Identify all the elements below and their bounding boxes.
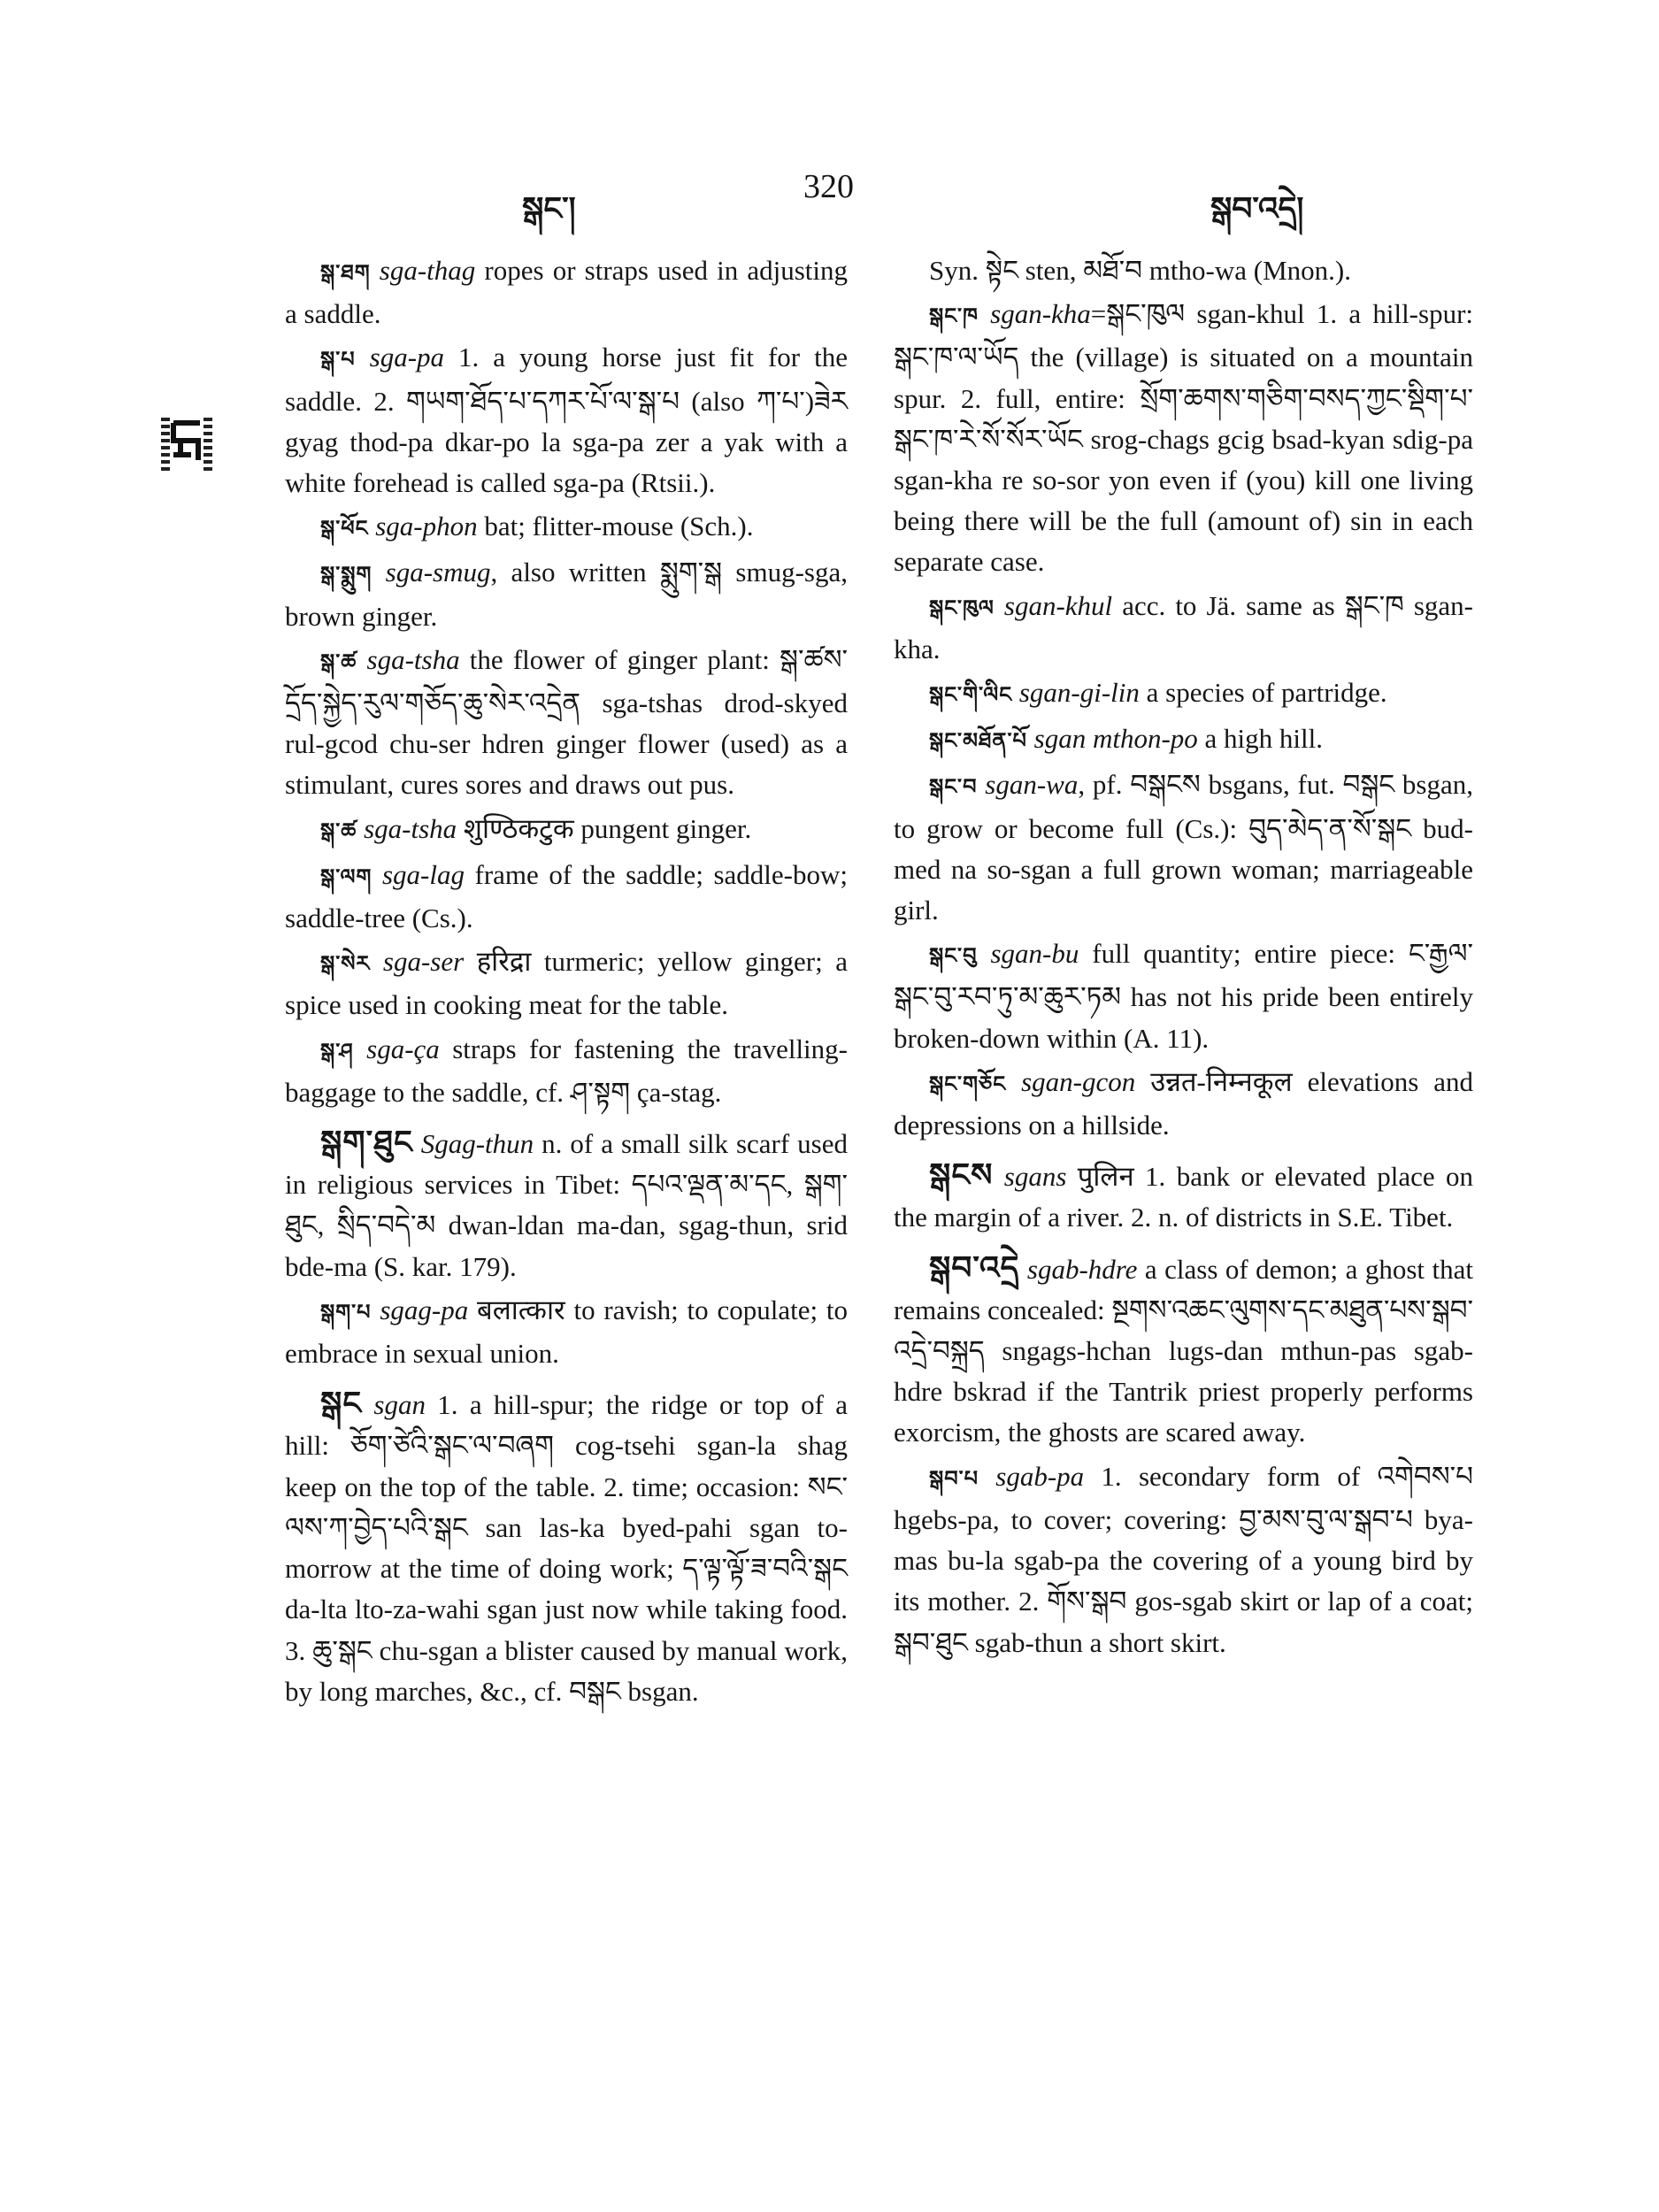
headword-tibetan: སྒ་ཕོང xyxy=(320,518,369,541)
entry-definition: हरिद्रा turmeric; yellow ginger; a spice used in cooking meat for the table. xyxy=(285,946,848,1021)
dictionary-entry xyxy=(285,941,848,1025)
headword-tibetan: སྒ་པ xyxy=(320,349,356,373)
entry-definition: frame of the saddle; saddle-bow; saddle-tree (Cs.). xyxy=(285,858,848,934)
headword-romanized: sga-phon xyxy=(375,511,478,542)
entry-definition: पुलिन 1. bank or elevated place on the margin of a river. 2. n. of districts in S.E. Tibet. xyxy=(894,1161,1473,1233)
entry-definition: acc. to Jä. same as སྒང་ཁ sgan-kha. xyxy=(894,589,1473,664)
headword-tibetan: སྒ་སེར xyxy=(320,953,371,977)
entry-definition: , pf. བསྒངས bsgans, fut. བསྒང bsgan, to grow or become full (Cs.): བུད་མེད་ན་སོ་སྒང bud-med na so-sgan a full grown woman; marriageable girl. xyxy=(894,769,1474,926)
headword-romanized: sga-lag xyxy=(381,858,465,890)
dictionary-entry xyxy=(894,1456,1473,1663)
headword-tibetan: སྒ་ཚ xyxy=(320,819,357,843)
entry-definition: ropes or straps used in adjusting a saddle. xyxy=(285,255,849,330)
synonym-text: Syn. སྟེང sten, མཐོ་བ mtho-wa (Mnon.). xyxy=(929,255,1351,286)
headword-tibetan: སྒ་སྨུག xyxy=(320,564,373,588)
dictionary-entry xyxy=(285,1290,848,1374)
dictionary-entry xyxy=(894,933,1473,1059)
entry-definition: 1. a young horse just fit for the saddle. 2. གཡག་ཐོད་པ་དཀར་པོ་ལ་སྒ་པ (also ཀ་པ་)ཟེར gyag thod-pa dkar-po la sga-pa zer a yak with a white forehead is called sga-pa (Rtsii.). xyxy=(285,342,849,499)
entry-definition: शुण्ठिकटुक pungent ginger. xyxy=(457,812,752,844)
headword-romanized: Sgag-thun xyxy=(420,1128,534,1160)
entry-definition: उन्नत-निम्नकूल elevations and depressions on a hillside. xyxy=(894,1065,1473,1141)
headword-romanized: sgan-gcon xyxy=(1021,1065,1136,1097)
dictionary-entry xyxy=(285,250,848,334)
headword-tibetan: སྒང xyxy=(320,1386,363,1422)
dictionary-entry xyxy=(894,586,1473,670)
dictionary-entry xyxy=(285,1122,848,1287)
headword-romanized: sga-pa xyxy=(369,342,445,373)
headword-romanized: sga-ser xyxy=(382,946,465,978)
entry-definition: 1. secondary form of འགེབས་པ hgebs-pa, to cover; covering: བྱ་མས་བུ་ལ་སྒབ་པ bya-mas bu-la sgab-pa the covering of a young bird by its mother. 2. གོས་སྒབ gos-sgab skirt or lap of a coat; སྒབ་ཐུང sgab-thun a short skirt. xyxy=(894,1460,1474,1658)
synonym-line xyxy=(894,250,1473,291)
header-left-word: སྒང་། xyxy=(522,190,576,227)
dictionary-entry xyxy=(894,1155,1473,1238)
dictionary-entry xyxy=(285,337,848,503)
headword-tibetan: སྒ་ལག xyxy=(320,865,373,889)
entry-definition: , also written སྨུག་སྒ smug-sga, brown ginger. xyxy=(285,557,848,632)
headword-romanized: sgab-hdre xyxy=(1026,1253,1138,1285)
headword-tibetan: སྒབ་འདྲེ xyxy=(929,1249,1020,1286)
entry-definition: a species of partridge. xyxy=(1139,677,1387,709)
dictionary-entry xyxy=(894,718,1473,762)
headword-tibetan: སྒང་གཅོང xyxy=(929,1072,1007,1096)
headword-tibetan: སྒ་ཤ xyxy=(320,1040,354,1064)
running-header xyxy=(0,168,1659,227)
dictionary-entry xyxy=(285,506,848,549)
headword-tibetan: སྒ་ཐག xyxy=(320,262,371,285)
entry-definition: a class of demon; a ghost that remains concealed: སྔགས་འཆང་ལུགས་དང་མཐུན་པས་སྒབ་འདྲེ་བསྐྲད sngags-hchan lugs-dan mthun-pas sgab-hdre bskrad if the Tantrik priest properly performs exorcism, the ghosts are scared away. xyxy=(894,1253,1474,1448)
headword-romanized: sgag-pa xyxy=(380,1294,469,1325)
entry-definition: बलात्कार to ravish; to copulate; to embrace in sexual union. xyxy=(285,1294,849,1370)
dictionary-entry xyxy=(894,1248,1473,1454)
headword-romanized: sgab-pa xyxy=(995,1460,1085,1492)
headword-romanized: sga-tsha xyxy=(364,812,457,844)
headword-romanized: sgans xyxy=(1003,1161,1067,1193)
dictionary-entry xyxy=(285,1383,848,1712)
headword-romanized: sgan xyxy=(373,1389,426,1421)
headword-romanized: sga-thag xyxy=(379,255,476,286)
headword-tibetan: སྒབ་པ xyxy=(929,1467,979,1491)
entry-definition: 1. a hill-spur; the ridge or top of a hill: ཅོག་ཙེའི་སྒང་ལ་བཞག cog-tsehi sgan-la shag keep on the top of the table. 2. time; occasion: སང་ལས་ཀ་བྱེད་པའི་སྒང san las-ka byed-pahi sgan to-morrow at the time of doing work; ད་ལྟ་ལྟོ་ཟ་བའི་སྒང da-lta lto-za-wahi sgan just now while taking food. 3. ཆུ་སྒང chu-sgan a blister caused by manual work, by long marches, &c., cf. བསྒང bsgan. xyxy=(285,1389,848,1707)
headword-tibetan: སྒངས xyxy=(929,1157,994,1194)
ga-section-thumb-icon xyxy=(159,416,214,478)
headword-tibetan: སྒང་ཁུལ xyxy=(929,596,995,620)
dictionary-entry xyxy=(285,1029,848,1113)
headword-romanized: sgan-kha xyxy=(990,298,1091,330)
page-number: 320 xyxy=(803,168,854,205)
headword-tibetan: སྒ་ཚ xyxy=(320,650,357,674)
dictionary-entry xyxy=(894,294,1473,582)
dictionary-entry xyxy=(285,640,848,806)
entry-definition: straps for fastening the travelling-baggage to the saddle, cf. ཤ་སྟག ça-stag. xyxy=(285,1033,848,1108)
dictionary-entry xyxy=(285,855,848,939)
right-column xyxy=(894,250,1473,1666)
headword-romanized: sgan mthon-po xyxy=(1033,723,1198,755)
header-right-word: སྒབ་འདྲེ། xyxy=(1210,190,1304,227)
headword-tibetan: སྒང་བུ xyxy=(929,945,978,969)
dictionary-entry xyxy=(285,552,848,636)
headword-romanized: sga-smug xyxy=(385,557,491,588)
left-column xyxy=(285,250,848,1715)
headword-tibetan: སྒང་མཐོན་པོ xyxy=(929,730,1027,754)
entry-definition: full quantity; entire piece: ང་རྒྱལ་སྒང་བུ་རབ་ཏུ་མ་ཆུར་ཏམ has not his pride been entirely broken-down within (A. 11). xyxy=(894,938,1473,1054)
headword-romanized: sga-tsha xyxy=(366,643,460,675)
entry-definition: =སྒང་ཁུལ sgan-khul 1. a hill-spur: སྒང་ཁ་ལ་ཡོད the (village) is situated on a mountain spur. 2. full, entire: སྲོག་ཆགས་གཅིག་བསད་ཀྱང་སྡིག་པ་སྒང་ཁ་རེ་སོ་སོར་ཡོང srog-chags gcig bsad-kyan sdig-pa sgan-kha re so-sor yon even if (you) kill one living being there will be the full (amount of) sin in each separate case. xyxy=(894,298,1474,578)
dictionary-entry xyxy=(894,764,1473,931)
headword-romanized: sgan-gi-lin xyxy=(1018,677,1140,709)
headword-tibetan: སྒང་ཁ xyxy=(929,305,979,329)
headword-romanized: sgan-wa xyxy=(985,769,1079,801)
headword-romanized: sga-ça xyxy=(366,1033,440,1064)
entry-definition: bat; flitter-mouse (Sch.). xyxy=(477,511,754,542)
dictionary-entry xyxy=(285,809,848,852)
entry-definition: a high hill. xyxy=(1197,723,1323,755)
dictionary-entry xyxy=(894,672,1473,716)
entry-definition: n. of a small silk scarf used in religious services in Tibet: དཔའ་ལྡན་མ་དང, སྒག་ཐུང, སྲིད་བདེ་མ dwan-ldan ma-dan, sgag-thun, srid bde-ma (S. kar. 179). xyxy=(285,1128,848,1282)
headword-romanized: sgan-bu xyxy=(990,938,1079,970)
headword-romanized: sgan-khul xyxy=(1003,589,1113,621)
headword-tibetan: སྒང་གི་ལིང xyxy=(929,684,1013,708)
headword-tibetan: སྒང་བ xyxy=(929,776,978,800)
headword-tibetan: སྒག་ཐུང xyxy=(320,1125,413,1161)
dictionary-entry xyxy=(894,1062,1473,1146)
entry-definition: the flower of ginger plant: སྒ་ཚས་དྲོད་སྐྱེད་རུལ་གཅོད་ཆུ་སེར་འདྲེན sga-tshas drod-skyed rul-gcod chu-ser hdren ginger flower (used) as a stimulant, cures sores and draws out pus. xyxy=(285,643,849,801)
headword-tibetan: སྒག་པ xyxy=(320,1301,372,1325)
